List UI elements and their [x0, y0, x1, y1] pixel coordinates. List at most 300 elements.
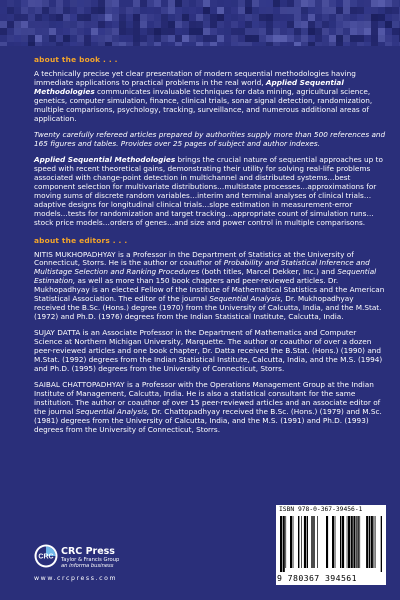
pattern-square: [357, 14, 364, 21]
pattern-square: [315, 28, 322, 35]
pattern-square: [343, 14, 350, 21]
pattern-square: [378, 35, 385, 42]
pattern-square: [7, 0, 14, 7]
pattern-square: [385, 14, 392, 21]
pattern-square: [280, 42, 287, 46]
pattern-square: [63, 35, 70, 42]
pattern-square: [224, 0, 231, 7]
pattern-square: [84, 14, 91, 21]
pattern-square: [336, 42, 343, 46]
pattern-square: [308, 7, 315, 14]
pattern-square: [238, 21, 245, 28]
pattern-square: [77, 21, 84, 28]
pattern-square: [196, 35, 203, 42]
pattern-square: [105, 21, 112, 28]
pattern-square: [56, 21, 63, 28]
pattern-square: [175, 42, 182, 46]
pattern-square: [378, 14, 385, 21]
pattern-square: [182, 14, 189, 21]
pattern-square: [14, 35, 21, 42]
pattern-square: [301, 28, 308, 35]
pattern-square: [7, 28, 14, 35]
pattern-square: [140, 7, 147, 14]
pattern-square: [14, 14, 21, 21]
pattern-square: [224, 14, 231, 21]
pattern-square: [266, 42, 273, 46]
pattern-square: [98, 7, 105, 14]
pattern-square: [154, 35, 161, 42]
barcode-bar: [374, 516, 375, 568]
pattern-square: [294, 28, 301, 35]
pattern-square: [175, 7, 182, 14]
pattern-square: [371, 35, 378, 42]
barcode-bar: [317, 516, 318, 568]
pattern-square: [357, 21, 364, 28]
pattern-square: [322, 7, 329, 14]
pattern-square: [119, 7, 126, 14]
pattern-square: [168, 0, 175, 7]
pattern-square: [21, 7, 28, 14]
pattern-square: [119, 0, 126, 7]
pattern-square: [364, 42, 371, 46]
pattern-square: [392, 28, 399, 35]
pattern-square: [217, 14, 224, 21]
pattern-square: [301, 14, 308, 21]
pattern-square: [49, 35, 56, 42]
pattern-square: [21, 28, 28, 35]
pattern-square: [308, 21, 315, 28]
crc-press-logo-icon: [34, 544, 58, 568]
book-title-inline: Applied Sequential Methodologies: [34, 154, 176, 164]
pattern-square: [126, 7, 133, 14]
barcode-bar: [340, 516, 341, 568]
pattern-square: [259, 21, 266, 28]
pattern-square: [308, 0, 315, 7]
pattern-square: [91, 28, 98, 35]
pattern-square: [252, 35, 259, 42]
pattern-square: [343, 21, 350, 28]
pattern-square: [196, 7, 203, 14]
pattern-square: [224, 35, 231, 42]
pattern-square: [189, 42, 196, 46]
pattern-square: [175, 28, 182, 35]
pattern-square: [203, 0, 210, 7]
pattern-square: [224, 7, 231, 14]
pattern-square: [266, 7, 273, 14]
pattern-square: [357, 7, 364, 14]
barcode-bar: [375, 516, 376, 568]
pattern-square: [21, 42, 28, 46]
about-book-heading: about the book . . .: [34, 55, 118, 64]
pattern-square: [357, 0, 364, 7]
barcode-bar: [283, 516, 285, 572]
pattern-square: [133, 35, 140, 42]
barcode-bar: [290, 516, 292, 568]
pattern-square: [7, 21, 14, 28]
pattern-square: [161, 14, 168, 21]
editor-bio-datta: SUJAY DATTA is an Associate Professor in the Department of Mathematics and Computer Science at Northern Michigan University, Marquette. The author or coauthor of over a dozen peer-reviewed articles and one book chapter, Dr. Datta received the B.Stat. (Hons.) (1990) and M.Stat. (1992) degrees from the Indian Statistical Institute, Calcutta, India, and the M.S. (1994) and Ph.D. (1995) degrees from the University of Connecticut, Storrs.: [34, 328, 383, 374]
pattern-square: [189, 14, 196, 21]
pattern-square: [63, 0, 70, 7]
pattern-square: [77, 7, 84, 14]
pattern-square: [266, 35, 273, 42]
pattern-square: [280, 35, 287, 42]
pattern-square: [329, 0, 336, 7]
pattern-square: [14, 28, 21, 35]
editor-bio-chattopadhyay: SAIBAL CHATTOPADHYAY is a Professor with the Operations Management Group at the Indian Institute of Management, Calcutta, India. He is also a statistical consultant for the same institution. The author or coauthor of over 15 peer-reviewed articles and an associate editor of the journal Sequential Analysis, Dr. Chattopadhyay received the B.Sc. (Hons.) (1979) and M.Sc. (1981) degrees from the University of Calcutta, India, and the M.S. (1991) and Ph.D. (1993) degrees from the University of Connecticut, Storrs.: [34, 380, 382, 434]
barcode-bar: [347, 516, 348, 568]
pattern-square: [392, 21, 399, 28]
barcode-bar: [313, 516, 314, 568]
pattern-square: [168, 42, 175, 46]
pattern-square: [343, 35, 350, 42]
pattern-square: [392, 42, 399, 46]
pattern-square: [210, 21, 217, 28]
pattern-square: [315, 42, 322, 46]
references-paragraph: Twenty carefully refereed articles prepared by authorities supply more than 500 references and 165 figures and tables. Provides over 25 pages of subject and author indexes.: [34, 129, 386, 148]
pattern-square: [259, 42, 266, 46]
barcode-bar: [357, 516, 358, 568]
pattern-square: [154, 21, 161, 28]
pattern-square: [294, 14, 301, 21]
pattern-square: [217, 28, 224, 35]
pattern-square: [98, 0, 105, 7]
pattern-square: [364, 35, 371, 42]
pattern-square: [154, 0, 161, 7]
pattern-square: [350, 14, 357, 21]
pattern-square: [7, 14, 14, 21]
pattern-square: [91, 14, 98, 21]
pattern-square: [245, 28, 252, 35]
pattern-square: [196, 42, 203, 46]
pattern-square: [63, 42, 70, 46]
pattern-square: [350, 21, 357, 28]
pattern-square: [105, 0, 112, 7]
pattern-square: [161, 28, 168, 35]
pattern-square: [0, 7, 7, 14]
barcode-bar: [369, 516, 370, 568]
pattern-square: [168, 7, 175, 14]
publisher-url-link[interactable]: www.crcpress.com: [34, 575, 118, 582]
pattern-square: [273, 0, 280, 7]
pattern-square: [77, 28, 84, 35]
pattern-square: [84, 42, 91, 46]
pattern-square: [133, 21, 140, 28]
pattern-square: [154, 7, 161, 14]
pattern-square: [175, 35, 182, 42]
pattern-square: [91, 42, 98, 46]
barcode-bar: [342, 516, 344, 568]
pattern-square: [119, 28, 126, 35]
pattern-square: [147, 35, 154, 42]
barcode-bar: [326, 516, 328, 568]
pattern-square: [364, 14, 371, 21]
pattern-square: [70, 7, 77, 14]
pattern-square: [315, 35, 322, 42]
pattern-square: [371, 7, 378, 14]
pattern-square: [343, 28, 350, 35]
pattern-square: [112, 14, 119, 21]
pattern-square: [42, 0, 49, 7]
pattern-square: [112, 21, 119, 28]
pattern-square: [252, 14, 259, 21]
barcode-bar: [332, 516, 334, 568]
pattern-square: [252, 42, 259, 46]
pattern-square: [392, 7, 399, 14]
pattern-square: [252, 21, 259, 28]
pattern-square: [280, 28, 287, 35]
pattern-square: [182, 0, 189, 7]
pattern-square: [56, 14, 63, 21]
pattern-square: [147, 0, 154, 7]
pattern-square: [308, 42, 315, 46]
pattern-square: [385, 7, 392, 14]
pattern-square: [245, 0, 252, 7]
pattern-square: [385, 28, 392, 35]
pattern-square: [231, 28, 238, 35]
pattern-square: [49, 14, 56, 21]
pattern-square: [7, 7, 14, 14]
pattern-square: [35, 21, 42, 28]
pattern-square: [126, 28, 133, 35]
pattern-square: [133, 42, 140, 46]
pattern-square: [273, 28, 280, 35]
pattern-square: [112, 0, 119, 7]
pattern-square: [203, 14, 210, 21]
barcode-bar: [351, 516, 353, 568]
pattern-square: [301, 35, 308, 42]
pattern-square: [56, 7, 63, 14]
pattern-square: [245, 42, 252, 46]
pattern-square: [112, 35, 119, 42]
pattern-square: [231, 42, 238, 46]
pattern-square: [0, 14, 7, 21]
pattern-square: [182, 42, 189, 46]
pattern-square: [42, 35, 49, 42]
pattern-square: [98, 21, 105, 28]
pattern-square: [161, 21, 168, 28]
pattern-square: [189, 35, 196, 42]
pattern-square: [315, 7, 322, 14]
pattern-square: [329, 21, 336, 28]
pattern-square: [294, 0, 301, 7]
pattern-square: [175, 0, 182, 7]
barcode-bar: [356, 516, 357, 568]
pattern-square: [350, 42, 357, 46]
barcode-bar: [298, 516, 299, 568]
pattern-square: [28, 35, 35, 42]
pattern-square: [273, 7, 280, 14]
pattern-square: [140, 35, 147, 42]
pattern-square: [287, 7, 294, 14]
pattern-square: [238, 35, 245, 42]
pattern-square: [294, 7, 301, 14]
pattern-square: [203, 42, 210, 46]
book-description-paragraph: A technically precise yet clear presentation of modern sequential methodologies having immediate applications to practical problems in the real world, Applied Sequential Methodologies communicates invaluable techniques for data mining, agricultural science, genetics, computer simulation, finance, clinical trials, sonar signal detection, randomization, multiple comparisons, psychology, tracking, surveillance, and numerous additional areas of application.: [34, 69, 373, 123]
pattern-square: [210, 35, 217, 42]
pattern-square: [161, 0, 168, 7]
barcode-bar: [304, 516, 306, 568]
pattern-square: [336, 35, 343, 42]
pattern-square: [70, 21, 77, 28]
pattern-square: [105, 7, 112, 14]
pattern-square: [182, 7, 189, 14]
pattern-square: [0, 21, 7, 28]
pattern-square: [238, 14, 245, 21]
pattern-square: [266, 0, 273, 7]
pattern-square: [49, 21, 56, 28]
barcode-bar: [307, 516, 308, 568]
barcode-bar: [280, 516, 282, 572]
pattern-square: [28, 7, 35, 14]
pattern-square: [84, 35, 91, 42]
pattern-square: [259, 35, 266, 42]
publisher-tagline: an informa business: [61, 563, 114, 570]
pattern-square: [168, 28, 175, 35]
pattern-square: [119, 14, 126, 21]
pattern-square: [63, 14, 70, 21]
pattern-square: [322, 42, 329, 46]
pattern-square: [189, 0, 196, 7]
pattern-square: [154, 28, 161, 35]
pattern-square: [196, 28, 203, 35]
pattern-square: [343, 0, 350, 7]
pattern-square: [56, 28, 63, 35]
pattern-square: [210, 7, 217, 14]
pattern-square: [0, 42, 7, 46]
pattern-square: [301, 0, 308, 7]
barcode-bar: [293, 516, 294, 568]
pattern-square: [175, 14, 182, 21]
pattern-square: [42, 28, 49, 35]
pattern-square: [231, 35, 238, 42]
pattern-square: [294, 35, 301, 42]
pattern-square: [301, 7, 308, 14]
pattern-square: [329, 7, 336, 14]
pattern-square: [105, 14, 112, 21]
pattern-square: [385, 21, 392, 28]
pattern-square: [70, 0, 77, 7]
pattern-square: [364, 7, 371, 14]
pattern-square: [84, 7, 91, 14]
pattern-square: [273, 14, 280, 21]
pattern-square: [35, 35, 42, 42]
pattern-square: [119, 21, 126, 28]
pattern-square: [56, 35, 63, 42]
pattern-square: [210, 14, 217, 21]
pattern-square: [273, 21, 280, 28]
pattern-square: [161, 42, 168, 46]
pattern-square: [280, 14, 287, 21]
barcode-bar: [285, 516, 286, 568]
pattern-square: [133, 0, 140, 7]
pattern-square: [315, 0, 322, 7]
pattern-square: [0, 28, 7, 35]
pattern-square: [196, 14, 203, 21]
pattern-square: [42, 7, 49, 14]
pattern-square: [0, 35, 7, 42]
pattern-square: [385, 0, 392, 7]
pattern-square: [14, 21, 21, 28]
pattern-square: [280, 0, 287, 7]
pattern-square: [224, 42, 231, 46]
pattern-square: [203, 7, 210, 14]
pattern-square: [154, 14, 161, 21]
pattern-square: [231, 21, 238, 28]
pattern-square: [189, 7, 196, 14]
pattern-square: [343, 7, 350, 14]
pattern-square: [70, 35, 77, 42]
barcode-bar: [366, 516, 368, 568]
pattern-square: [329, 35, 336, 42]
pattern-square: [287, 0, 294, 7]
pattern-square: [280, 21, 287, 28]
pattern-square: [245, 7, 252, 14]
pattern-square: [210, 28, 217, 35]
pattern-square: [105, 42, 112, 46]
pattern-square: [231, 7, 238, 14]
pattern-square: [329, 42, 336, 46]
pattern-square: [70, 14, 77, 21]
pattern-square: [168, 14, 175, 21]
pattern-square: [203, 28, 210, 35]
pattern-square: [245, 35, 252, 42]
pattern-square: [14, 42, 21, 46]
pattern-square: [105, 35, 112, 42]
editor-bio-mukhopadhyay: NITIS MUKHOPADHYAY is a Professor in the Department of Statistics at the University of Connecticut, Storrs. He is the author or coauthor of Probability and Statistical Inference and Multistage Selection and Ranking Procedures (both titles, Marcel Dekker, Inc.) and Sequential Estimation, as well as more than 150 book chapters and peer-reviewed articles. Dr. Mukhopadhyay is an elected Fellow of the Institute of Mathematical Statistics and the American Statistical Association. The editor of the journal Sequential Analysis, Dr. Mukhopadhyay received the B.Sc. (Hons.) degree (1970) from the University of Calcutta, India, and the M.Stat. (1972) and Ph.D. (1976) degrees from the Indian Statistical Institute, Calcutta, India.: [34, 249, 385, 322]
pattern-square: [126, 21, 133, 28]
pattern-square: [329, 28, 336, 35]
pattern-square: [28, 28, 35, 35]
pattern-square: [126, 14, 133, 21]
pattern-square: [91, 21, 98, 28]
pattern-square: [217, 35, 224, 42]
pattern-square: [231, 14, 238, 21]
pattern-square: [91, 7, 98, 14]
pattern-square: [217, 42, 224, 46]
pattern-square: [63, 7, 70, 14]
back-cover-text: [34, 55, 386, 442]
barcode-digits: 9 780367 394561: [277, 573, 357, 583]
pattern-square: [98, 14, 105, 21]
pattern-square: [364, 28, 371, 35]
pattern-square: [315, 21, 322, 28]
pattern-square: [21, 35, 28, 42]
pattern-square: [322, 28, 329, 35]
pattern-square: [161, 7, 168, 14]
pattern-square: [252, 0, 259, 7]
pattern-square: [322, 35, 329, 42]
pattern-square: [84, 0, 91, 7]
pattern-square: [203, 35, 210, 42]
pattern-square: [35, 7, 42, 14]
pattern-square: [217, 0, 224, 7]
pattern-square: [126, 42, 133, 46]
pattern-square: [49, 7, 56, 14]
pattern-square: [119, 35, 126, 42]
pattern-square: [308, 35, 315, 42]
pattern-square: [336, 21, 343, 28]
pattern-square: [371, 42, 378, 46]
pattern-square: [196, 0, 203, 7]
pattern-square: [364, 21, 371, 28]
pattern-square: [35, 0, 42, 7]
barcode-bar: [335, 516, 336, 568]
topics-paragraph: Applied Sequential Methodologies brings the crucial nature of sequential approaches up to speed with recent theoretical gains, demonstrating their utility for solving real-life problems associated with change-point detection in multichannel and distributed systems…best component selection for multivariate distributions…multistate processes…approximations for moving sums of discrete random variables…interim and terminal analyses of clinical trials…adaptive designs for longitudinal clinical trials…slope estimation in measurement-error models…tests for randomization and target tracking…appropriate count of simulation runs…stock price models…orders of genes…and size and power control in multiple comparisons.: [34, 154, 383, 227]
pattern-square: [287, 21, 294, 28]
barcode-bar: [348, 516, 350, 568]
pattern-square: [49, 0, 56, 7]
